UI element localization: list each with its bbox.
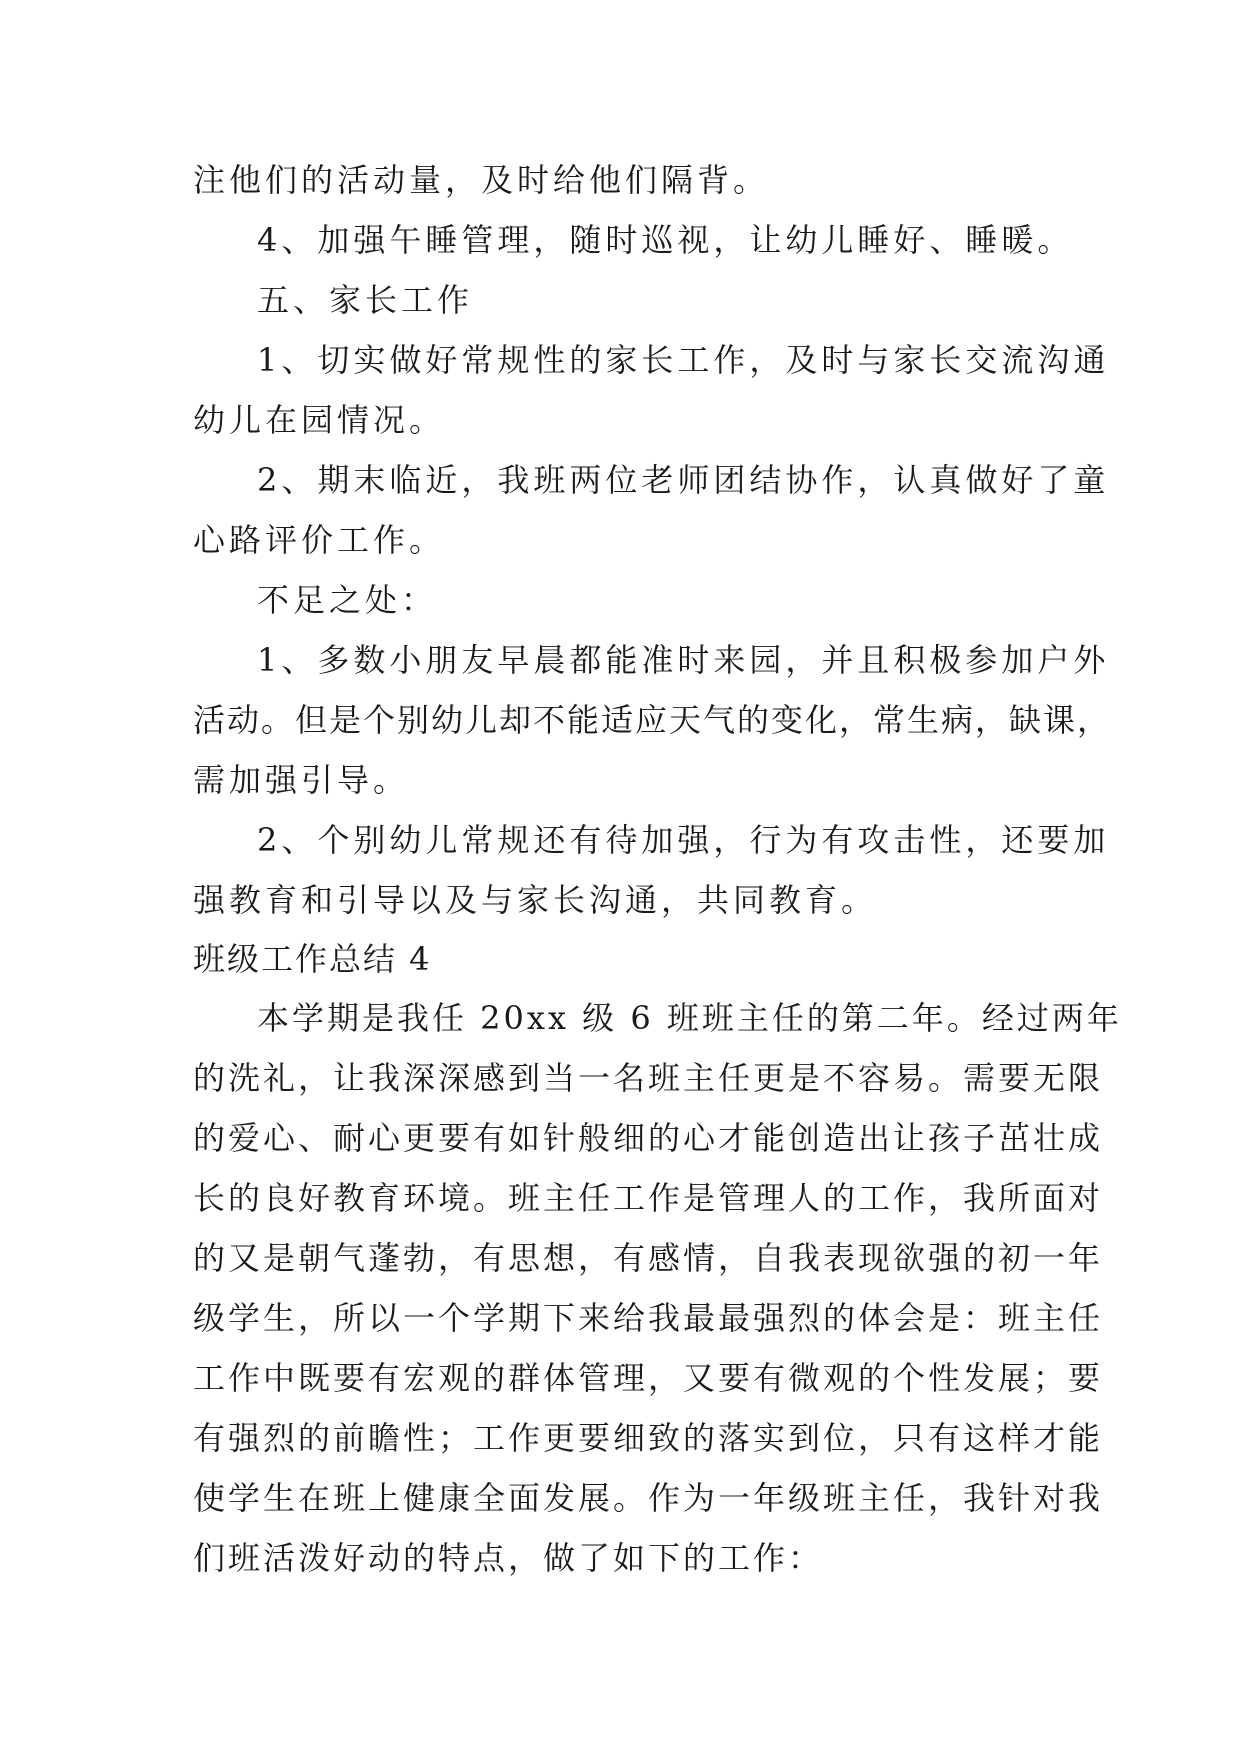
text-line: 需加强引导。 [193, 761, 410, 799]
text-line: 2、期末临近，我班两位老师团结协作，认真做好了童 [257, 461, 1110, 499]
text-line: 幼儿在园情况。 [193, 401, 446, 439]
text-line: 的洗礼，让我深深感到当一名班主任更是不容易。需要无限 [193, 1059, 1104, 1097]
text-line: 们班活泼好动的特点，做了如下的工作： [193, 1539, 824, 1577]
text-line: 心路评价工作。 [193, 521, 446, 559]
section-heading: 五、家长工作 [257, 281, 474, 319]
text-line: 本学期是我任 20xx 级 6 班班主任的第二年。经过两年 [257, 999, 1122, 1037]
text-line: 使学生在班上健康全面发展。作为一年级班主任，我针对我 [193, 1479, 1104, 1517]
text-line: 级学生，所以一个学期下来给我最最强烈的体会是：班主任 [193, 1299, 1104, 1337]
text-line: 强教育和引导以及与家长沟通，共同教育。 [193, 881, 878, 919]
text-line: 1、切实做好常规性的家长工作，及时与家长交流沟通 [257, 341, 1110, 379]
text-line: 1、多数小朋友早晨都能准时来园，并且积极参加户外 [257, 641, 1110, 679]
section-title: 班级工作总结 4 [193, 940, 432, 978]
text-line: 长的良好教育环境。班主任工作是管理人的工作，我所面对 [193, 1179, 1104, 1217]
text-line: 的爱心、耐心更要有如针般细的心才能创造出让孩子茁壮成 [193, 1119, 1104, 1157]
text-line: 工作中既要有宏观的群体管理，又要有微观的个性发展；要 [193, 1359, 1104, 1397]
document-page [193, 150, 1122, 1588]
text-line: 的又是朝气蓬勃，有思想，有感情，自我表现欲强的初一年 [193, 1239, 1104, 1277]
text-line: 2、个别幼儿常规还有待加强，行为有攻击性，还要加 [257, 821, 1110, 859]
text-line: 4、加强午睡管理，随时巡视，让幼儿睡好、睡暖。 [257, 221, 1074, 259]
section-heading: 不足之处： [257, 581, 438, 619]
text-line: 有强烈的前瞻性；工作更要细致的落实到位，只有这样才能 [193, 1419, 1104, 1457]
text-line: 活动。但是个别幼儿却不能适应天气的变化，常生病，缺课， [193, 701, 1112, 739]
text-line: 注他们的活动量，及时给他们隔背。 [193, 161, 770, 199]
